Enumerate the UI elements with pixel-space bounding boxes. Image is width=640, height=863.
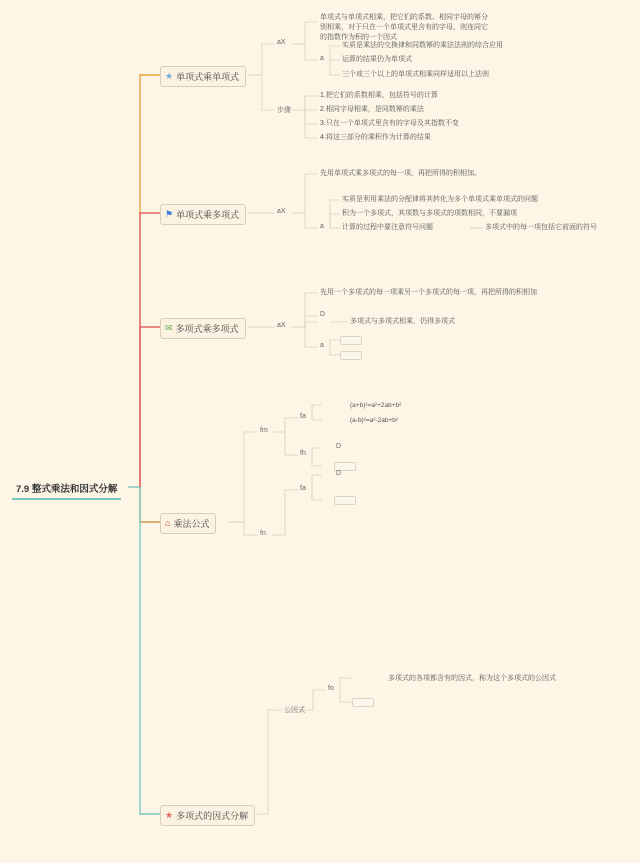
placeholder-box-b5-1[interactable] (352, 698, 374, 707)
detail-b3-box1: 多项式与多项式相乘，仍得多项式 (350, 318, 455, 325)
branch-label-4: 乘法公式 (173, 519, 210, 529)
detail-b1-a3: 三个或三个以上的单项式相乘同样适用以上法则 (342, 71, 489, 78)
detail-b2-a3-child: 多项式中的每一项包括它前面的符号 (485, 224, 597, 231)
detail-b1-step1: 1.把它们的系数相乘，包括符号的计算 (320, 92, 438, 99)
star-icon: ★ (165, 71, 174, 81)
group-key-b1-steps[interactable]: 步骤 (277, 107, 291, 114)
placeholder-box-b4-2[interactable] (334, 496, 356, 505)
group-key-b4-fa2[interactable]: fa (300, 485, 306, 492)
formula-b4-4: D (336, 470, 342, 477)
branch-node-1[interactable] (160, 66, 246, 87)
detail-b1-step4: 4.将这三部分的乘积作为计算的结果 (320, 134, 431, 141)
branch-label-2: 单项式乘多项式 (176, 210, 240, 220)
detail-b1-a1: 实质是乘法的交换律和同数幂的乘法法则的综合应用 (342, 42, 503, 49)
detail-b5-definition: 多项式的各项都含有的因式，称为这个多项式的公因式 (388, 675, 556, 682)
branch-label-3: 多项式乘多项式 (175, 324, 239, 334)
root-label: 7.9 整式乘法和因式分解 (16, 484, 118, 495)
group-key-b3-d[interactable]: D (320, 311, 326, 318)
detail-b1-rule: 单项式与单项式相乘，把它们的系数、相同字母的幂分别相乘，对于只在一个单项式里含有的字母，则连同它的指数作为积的一个因式 (320, 14, 488, 42)
detail-b2-a1: 实质是利用乘法的分配律将其转化为多个单项式乘单项式的问题 (342, 196, 538, 203)
flag-icon: ⚑ (165, 209, 174, 219)
branch-node-4[interactable] (160, 513, 216, 534)
group-key-b3-ax[interactable]: aX (277, 322, 286, 329)
detail-b1-step3: 3.只在一个单项式里含有的字母及其指数不变 (320, 120, 459, 127)
home-icon: ⌂ (165, 518, 171, 528)
formula-b4-3: D (336, 443, 342, 450)
root-node[interactable] (12, 478, 121, 500)
star-icon-red: ★ (165, 810, 174, 820)
detail-b3-rule: 先用一个多项式的每一项乘另一个多项式的每一项，再把所得的积相加 (320, 289, 537, 296)
detail-b2-rule: 先用单项式乘多项式的每一项，再把所得的积相加。 (320, 170, 481, 177)
branch-node-2[interactable] (160, 204, 246, 225)
placeholder-box-b3-1[interactable] (340, 336, 362, 345)
group-key-b4-fh[interactable]: fh (300, 450, 306, 457)
placeholder-box-b3-2[interactable] (340, 351, 362, 360)
group-key-b2-ax[interactable]: aX (277, 208, 286, 215)
group-key-b2-a[interactable]: a (320, 223, 324, 230)
branch-node-5[interactable] (160, 805, 255, 826)
group-key-b4-fn[interactable]: fn (260, 530, 266, 537)
detail-b1-step2: 2.相同字母相乘，是同数幂的乘法 (320, 106, 424, 113)
group-key-b5-fo[interactable]: fo (328, 685, 334, 692)
branch-node-3[interactable] (160, 318, 246, 339)
group-key-b1-ax[interactable]: aX (277, 39, 286, 46)
detail-b2-a2: 积为一个多项式，其项数与多项式的项数相同，不要漏项 (342, 210, 517, 217)
message-icon: ✉ (165, 323, 173, 333)
group-key-b3-a[interactable]: a (320, 342, 324, 349)
formula-b4-1: (a+b)²=a²+2ab+b² (350, 402, 402, 409)
branch-label-1: 单项式乘单项式 (176, 72, 240, 82)
detail-b2-a3: 计算的过程中要注意符号问题 (342, 224, 433, 231)
group-key-b1-a[interactable]: a (320, 55, 324, 62)
branch-label-5: 多项式的因式分解 (176, 811, 249, 821)
detail-b1-a2: 运算的结果仍为单项式 (342, 56, 412, 63)
group-key-b4-fa[interactable]: fa (300, 413, 306, 420)
group-key-b5-common-factor[interactable]: 公因式 (284, 707, 305, 714)
group-key-b4-fm[interactable]: fm (260, 427, 268, 434)
formula-b4-2: (a-b)²=a²-2ab+b² (350, 417, 399, 424)
